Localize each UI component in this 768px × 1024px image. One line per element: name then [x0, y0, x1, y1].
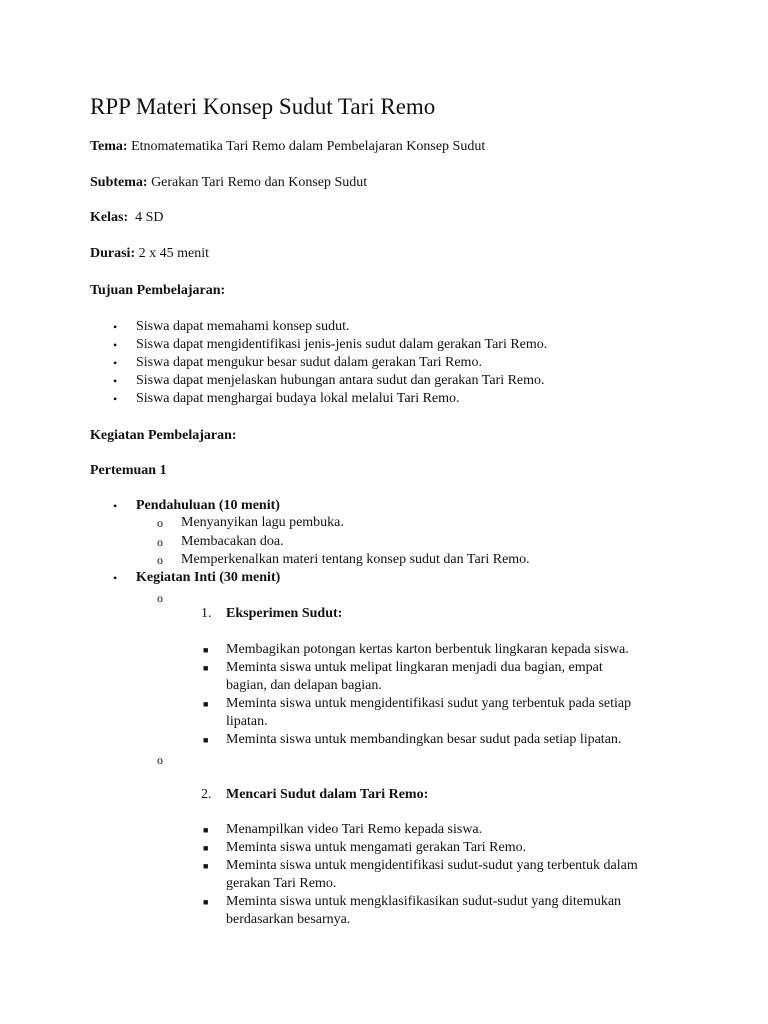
circle-bullet-icon: o [157, 535, 163, 549]
kelas-value: 4 SD [128, 210, 164, 225]
step-number: 2. [201, 787, 212, 802]
bullet-icon: • [113, 571, 118, 585]
durasi-line [90, 245, 209, 263]
square-bullet-icon: ■ [203, 735, 209, 745]
durasi-value: 2 x 45 menit [135, 246, 210, 261]
bullet-icon: • [113, 320, 118, 334]
tujuan-item: Siswa dapat memahami konsep sudut. [136, 319, 350, 334]
step-number: 1. [201, 606, 212, 621]
pendahuluan-item: Memperkenalkan materi tentang konsep sudut dan Tari Remo. [181, 552, 530, 567]
tema-label: Tema: [90, 139, 128, 154]
durasi-label: Durasi: [90, 246, 136, 261]
square-bullet-icon: ■ [203, 663, 209, 673]
subtema-value: Gerakan Tari Remo dan Konsep Sudut [147, 175, 368, 190]
circle-bullet-icon: o [157, 553, 163, 567]
tema-value: Etnomatematika Tari Remo dalam Pembelajaran Konsep Sudut [127, 139, 486, 154]
step1-title: Eksperimen Sudut: [226, 606, 343, 621]
step2-item-cont: gerakan Tari Remo. [226, 876, 337, 891]
inti-heading: Kegiatan Inti (30 menit) [136, 570, 281, 585]
bullet-icon: • [113, 392, 118, 406]
square-bullet-icon: ■ [203, 825, 209, 835]
kegiatan-heading-text: Kegiatan Pembelajaran: [90, 428, 237, 443]
circle-bullet-icon: o [157, 753, 163, 767]
square-bullet-icon: ■ [203, 699, 209, 709]
step1-item-cont: lipatan. [226, 714, 268, 729]
pertemuan-heading-text: Pertemuan 1 [90, 463, 167, 478]
step2-item-cont: berdasarkan besarnya. [226, 912, 351, 927]
step2-item: Menampilkan video Tari Remo kepada siswa. [226, 822, 483, 837]
pertemuan-heading [90, 462, 167, 480]
tujuan-item: Siswa dapat mengukur besar sudut dalam gerakan Tari Remo. [136, 355, 482, 370]
circle-bullet-icon: o [157, 516, 163, 530]
pendahuluan-item: Membacakan doa. [181, 534, 284, 549]
step2-item: Meminta siswa untuk mengidentifikasi sudut-sudut yang terbentuk dalam [226, 858, 638, 873]
document-title: RPP Materi Konsep Sudut Tari Remo [90, 94, 436, 119]
bullet-icon: • [113, 499, 118, 513]
subtema-label: Subtema: [90, 175, 148, 190]
bullet-icon: • [113, 374, 118, 388]
step1-item-cont: bagian, dan delapan bagian. [226, 678, 382, 693]
square-bullet-icon: ■ [203, 861, 209, 871]
tujuan-item: Siswa dapat menjelaskan hubungan antara sudut dan gerakan Tari Remo. [136, 373, 545, 388]
tujuan-item: Siswa dapat menghargai budaya lokal melalui Tari Remo. [136, 391, 460, 406]
square-bullet-icon: ■ [203, 645, 209, 655]
tujuan-heading [90, 282, 225, 300]
bullet-icon: • [113, 338, 118, 352]
tujuan-item: Siswa dapat mengidentifikasi jenis-jenis sudut dalam gerakan Tari Remo. [136, 337, 548, 352]
tema-line [90, 138, 485, 156]
step1-item: Membagikan potongan kertas karton berbentuk lingkaran kepada siswa. [226, 642, 629, 657]
square-bullet-icon: ■ [203, 843, 209, 853]
step1-item: Meminta siswa untuk membandingkan besar sudut pada setiap lipatan. [226, 732, 622, 747]
subtema-line [90, 174, 367, 192]
bullet-icon: • [113, 356, 118, 370]
step1-item: Meminta siswa untuk mengidentifikasi sudut yang terbentuk pada setiap [226, 696, 632, 711]
circle-bullet-icon: o [157, 591, 163, 605]
kelas-line [90, 209, 164, 227]
step2-item: Meminta siswa untuk mengklasifikasikan sudut-sudut yang ditemukan [226, 894, 622, 909]
step2-item: Meminta siswa untuk mengamati gerakan Tari Remo. [226, 840, 527, 855]
step2-title: Mencari Sudut dalam Tari Remo: [226, 787, 429, 802]
square-bullet-icon: ■ [203, 897, 209, 907]
pendahuluan-item: Menyanyikan lagu pembuka. [181, 515, 344, 530]
tujuan-heading-text: Tujuan Pembelajaran: [90, 283, 226, 298]
kegiatan-heading [90, 427, 237, 445]
kelas-label: Kelas: [90, 210, 129, 225]
step1-item: Meminta siswa untuk melipat lingkaran menjadi dua bagian, empat [226, 660, 603, 675]
pendahuluan-heading: Pendahuluan (10 menit) [136, 498, 280, 513]
